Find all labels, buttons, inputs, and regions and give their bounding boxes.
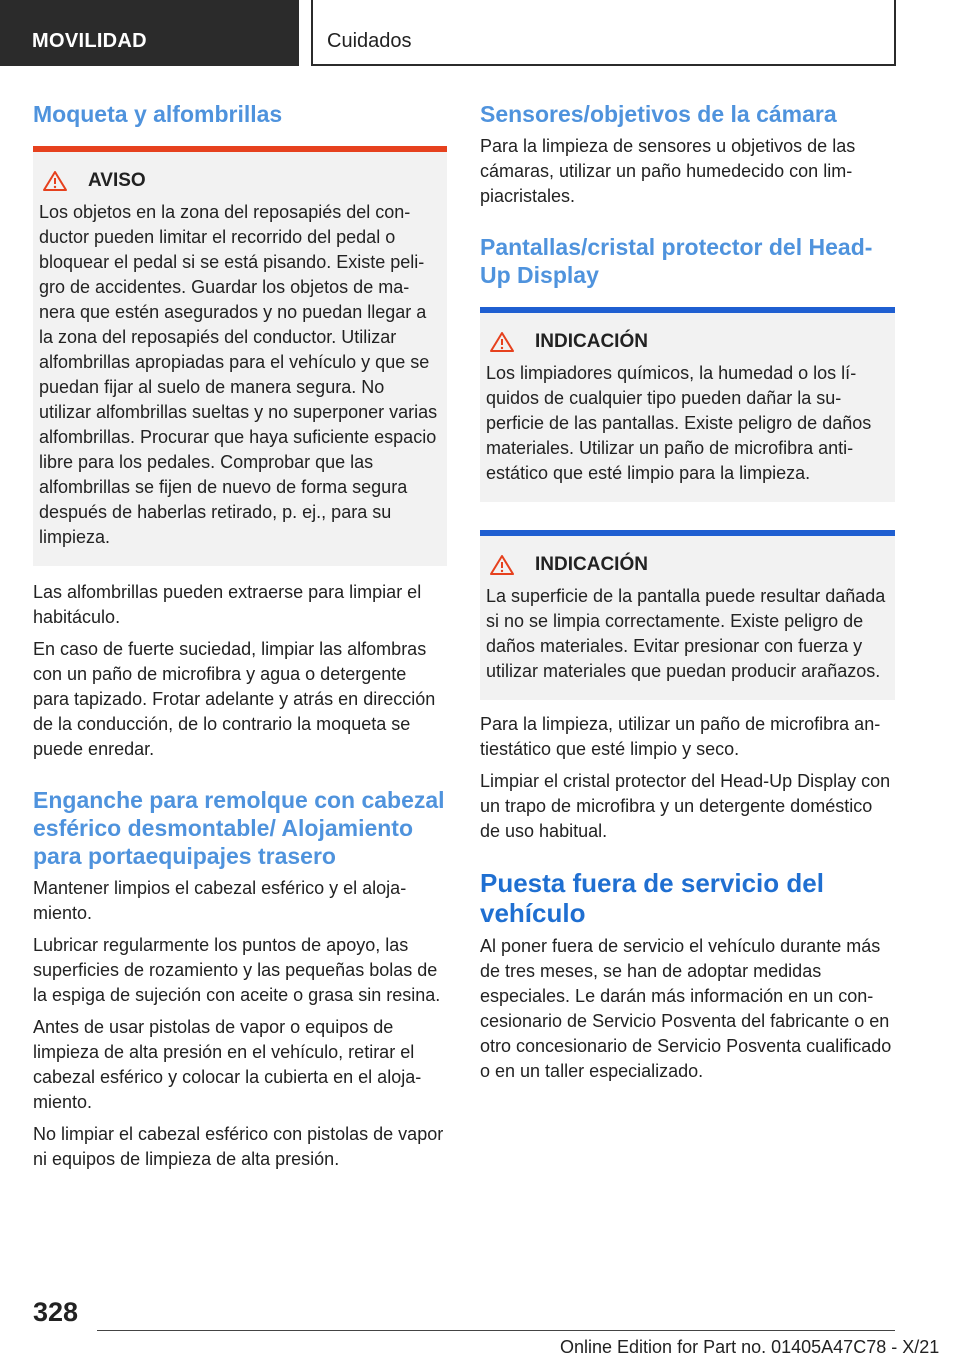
section-tab: MOVILIDAD (0, 0, 299, 66)
notice-title: INDICACIÓN (535, 554, 648, 575)
notice-text: Los limpiadores químicos, la humedad o los líquidos de cualquier tipo pueden dañar la superficie de las pantallas. Existe peligro de daños materiales. Utilizar un paño de microfibra antiestático que esté limpio para la limpieza. (486, 363, 872, 483)
paragraph: Las alfombrillas pueden extraerse para limpiar el habitáculo. (33, 582, 422, 627)
warning-title: AVISO (88, 170, 146, 191)
warning-text: Los objetos en la zona del reposapiés del conductor pueden limitar el recorrido del pedal o bloquear el pedal si se está pisando. Existe peligro de accidentes. Guardar los objetos de manera que estén asegurados y no puedan llegar a la zona del reposapiés del conductor. Utilizar alfombrillas apropiadas para el vehículo y que se puedan fijar al suelo de manera segura. No utilizar alfombrillas sueltas y no superponer varias alfombrillas. Procurar que haya suficiente espacio libre para los pedales. Comprobar que las alfombrillas se fijen de nuevo de forma segura después de haberlas retirado, p. ej., para su limpieza. (39, 202, 438, 547)
warning-triangle-icon (42, 170, 68, 192)
paragraph: Para la limpieza de sensores u objetivos de las cámaras, utilizar un paño humedecido con limpiacristales. (480, 136, 856, 206)
warning-bar (33, 146, 447, 152)
paragraph: En caso de fuerte suciedad, limpiar las alfombras con un paño de microfibra y agua o detergente para tapizado. Frotar adelante y atrás en dirección de la conducción, de lo contrario la moqueta se puede enredar. (33, 639, 436, 759)
edition-text: Online Edition for Part no. 01405A47C78 - X/21 (560, 1337, 940, 1357)
notice-box (480, 307, 895, 502)
chapter-tab: Cuidados (311, 0, 896, 66)
notice-title-row (489, 550, 887, 580)
notice-text: La superficie de la pantalla puede resultar dañada si no se limpia correctamente. Existe peligro de daños materiales. Evitar presionar con fuerza y utilizar materiales que puedan producir arañazos. (486, 586, 886, 681)
warning-triangle-icon (489, 554, 515, 576)
heading-trailer-hitch: Enganche para remolque con cabezal esférico desmontable/ Alojamiento para portaequipajes trasero (33, 787, 445, 869)
notice-title: INDICACIÓN (535, 331, 648, 352)
warning-triangle-icon (489, 331, 515, 353)
paragraph: Para la limpieza, utilizar un paño de microfibra antiestático que esté limpio y seco. (480, 714, 881, 759)
heading-carpet-mats: Moqueta y alfombrillas (33, 101, 283, 127)
heading-camera-sensors: Sensores/objetivos de la cámara (480, 101, 837, 127)
paragraph: Limpiar el cristal protector del Head-Up Display con un trapo de microfibra y un detergente doméstico de uso habitual. (480, 771, 891, 841)
warning-box (33, 146, 447, 566)
notice-bar (480, 307, 895, 313)
footer-divider (97, 1330, 895, 1331)
paragraph: Lubricar regularmente los puntos de apoyo, las superficies de rozamiento y las pequeñas bolas de la espiga de sujeción con aceite o grasa sin resina. (33, 935, 441, 1005)
notice-title-row (489, 327, 887, 357)
notice-bar (480, 530, 895, 536)
paragraph: Al poner fuera de servicio el vehículo durante más de tres meses, se han de adoptar medidas especiales. Le darán más información en un concesionario de Servicio Posventa del fabricante o en otro concesionario de Servicio Posventa cualificado o en un taller especializado. (480, 936, 892, 1081)
left-column (33, 100, 447, 1172)
heading-decommission: Puesta fuera de servicio del vehículo (480, 868, 824, 928)
page-header (0, 0, 960, 66)
paragraph: No limpiar el cabezal esférico con pistolas de vapor ni equipos de limpieza de alta presión. (33, 1124, 444, 1169)
paragraph: Mantener limpios el cabezal esférico y el alojamiento. (33, 878, 407, 923)
paragraph: Antes de usar pistolas de vapor o equipos de limpieza de alta presión en el vehículo, retirar el cabezal esférico y colocar la cubierta en el alojamiento. (33, 1017, 422, 1112)
heading-displays: Pantallas/cristal protector del Head-Up Display (480, 234, 873, 288)
page-number: 328 (33, 1297, 79, 1327)
notice-box (480, 530, 895, 700)
warning-title-row (42, 166, 439, 196)
right-column (480, 100, 895, 1084)
